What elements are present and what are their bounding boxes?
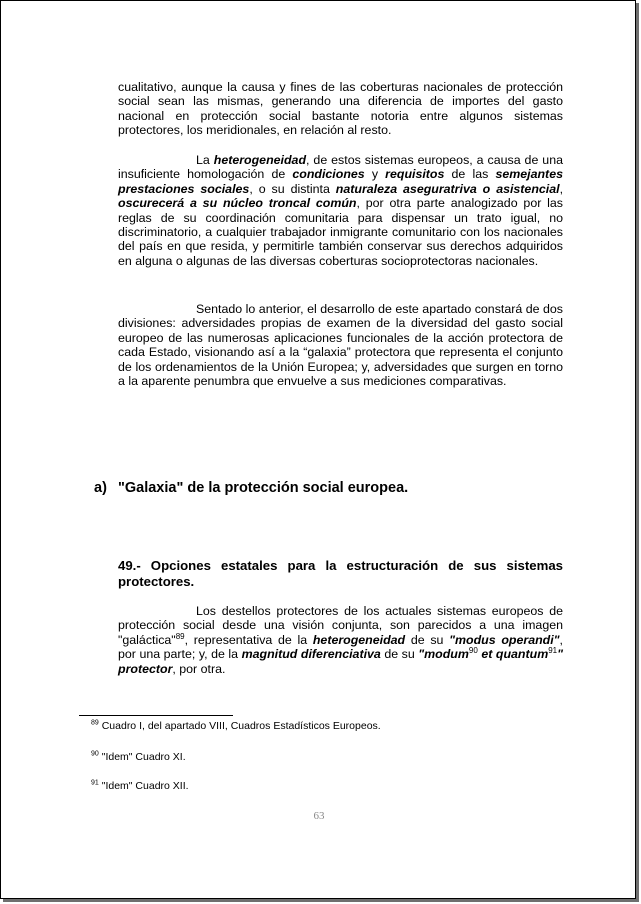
section-heading (94, 480, 408, 496)
emphasis-heterogeneidad: heterogeneidad (213, 153, 307, 167)
footnote-91: $^{91}$ "Idem" Cuadro XII. (91, 779, 189, 792)
footnote-ref-90: 90 (468, 646, 478, 656)
section-letter: a) (94, 480, 107, 496)
footnote-89: $^{89}$ Cuadro I, del apartado VIII, Cuadros Estadísticos Europeos. (91, 719, 381, 732)
paragraph-heterogeneidad: La heterogeneidad, de estos sistemas europeos, a causa de una insuficiente homologación de condiciones y requisitos de las semejantes prestaciones sociales, o su distinta naturaleza aseguratriva o asistencial, oscurecerá a su núcleo troncal común, por otra parte analogizado por las reglas de su coordinación comunitaria para dispensar un trato igual, no discriminatorio, a cualquier trabajador inmigrante comunitario con los nacionales del país en que resida, y permitirle también conservar sus derechos adquiridos en alguna o algunas de las diversas coberturas socioprotectoras nacionales. (118, 153, 564, 268)
section-title: "Galaxia" de la protección social europea. (118, 480, 409, 496)
subsection-heading: 49.- Opciones estatales para la estructuración de sus sistemas protectores. (118, 558, 563, 589)
footnote-ref-91: 91 (548, 646, 558, 656)
paragraph-sentado: Sentado lo anterior, el desarrollo de este apartado constará de dos divisiones: adversidades propias de examen de la diversidad del gasto social europeo de las numerosas aplicaciones funcionales de la acción protectora de cada Estado, visionando así a la “galaxia” protectora que representa el conjunto de los ordenamientos de la Unión Europea; y, adversidades que surgen en torno a la aparente penumbra que envuelve a sus mediciones comparativas. (118, 302, 563, 389)
page-number: 63 (313, 810, 325, 822)
footnote-ref-89: 89 (175, 631, 185, 641)
paragraph-destellos: Los destellos protectores de los actuales sistemas europeos de protección social desde una visión conjunta, son parecidos a una imagen "galáctica"$^{89}$, representativa de la heterogeneidad de su "modus operandi", por una parte; y, de la magnitud diferenciativa de su "modum$^{90}$ et quantum$^{91}$" protector, por otra. (118, 604, 563, 676)
paragraph-continuation: cualitativo, aunque la causa y fines de las coberturas nacionales de protección social sean las mismas, generando una diferencia de importes del gasto nacional en protección social bastante notoria entre algunos sistemas protectores, los meridionales, en relación al resto. (118, 80, 563, 138)
footnote-divider (79, 715, 233, 716)
footnote-90: $^{90}$ "Idem" Cuadro XI. (91, 750, 186, 763)
